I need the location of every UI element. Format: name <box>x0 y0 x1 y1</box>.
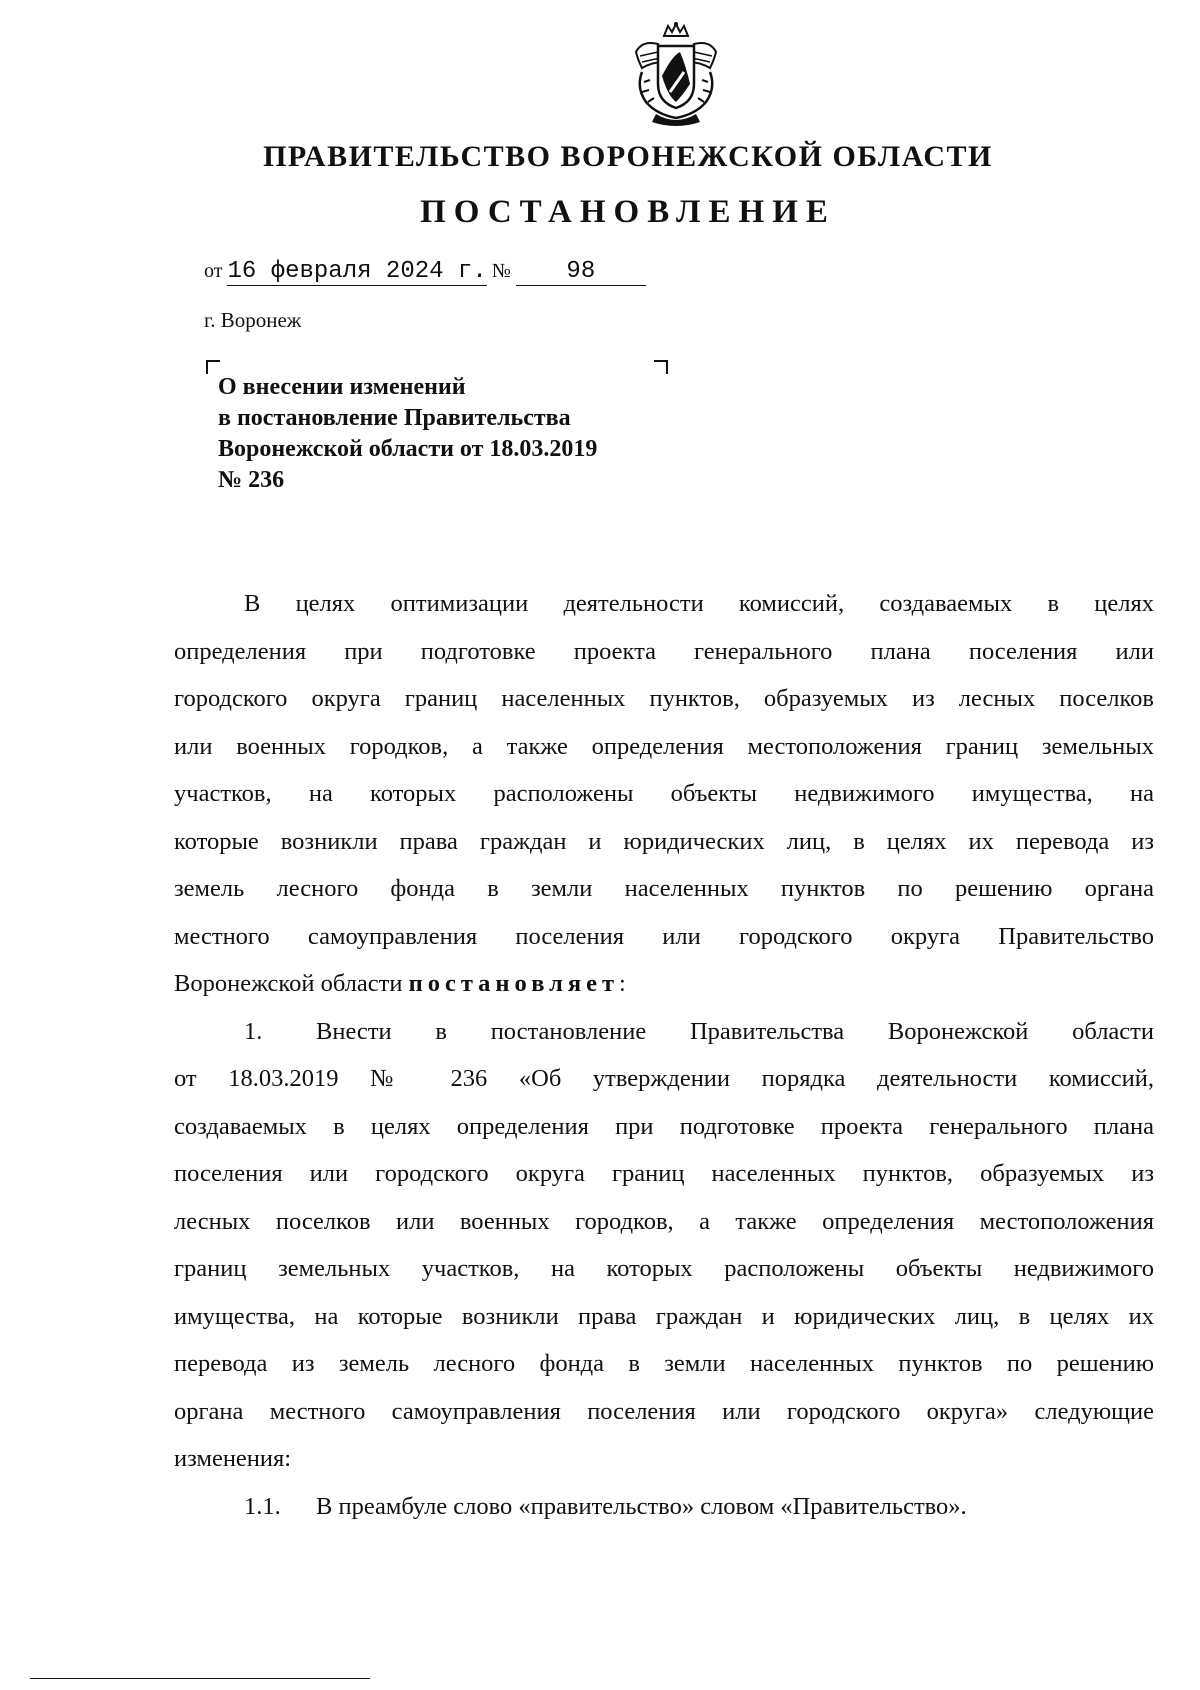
preamble-final-line <box>174 960 1154 1008</box>
preamble-line: или военных городков, а также определения местоположения границ земельных <box>174 732 1154 760</box>
item-1-number: 1. <box>244 1017 263 1045</box>
preamble-line: которые возникли права граждан и юридических лиц, в целях их перевода из <box>174 827 1154 855</box>
subject-corner-right <box>654 360 668 374</box>
item-1-line: изменения: <box>174 1445 292 1472</box>
coat-of-arms-icon <box>628 22 724 126</box>
number-label: № <box>491 260 511 282</box>
document-type-title: ПОСТАНОВЛЕНИЕ <box>420 194 836 230</box>
item-1-text: Внести в постановление Правительства Воронежской области <box>316 1017 1154 1045</box>
preamble-line: определения при подготовке проекта генерального плана поселения или <box>174 637 1154 665</box>
government-title: ПРАВИТЕЛЬСТВО ВОРОНЕЖСКОЙ ОБЛАСТИ <box>263 140 993 173</box>
preamble-final-text: Воронежской области <box>174 970 409 997</box>
item-1-1-text: В преамбуле слово «правительство» словом «Правительство». <box>316 1492 967 1520</box>
item-1-1-number: 1.1. <box>244 1492 281 1520</box>
subject-line: Воронежской области от 18.03.2019 <box>218 436 598 462</box>
preamble-line: В целях оптимизации деятельности комиссий, создаваемых в целях <box>244 590 1154 617</box>
item-1-line: создаваемых в целях определения при подготовке проекта генерального плана <box>174 1112 1154 1140</box>
item-1-line: имущества, на которые возникли права граждан и юридических лиц, в целях их <box>174 1302 1154 1330</box>
item-1-line: органа местного самоуправления поселения или городского округа» следующие <box>174 1397 1154 1425</box>
subject-line: № 236 <box>218 467 285 493</box>
document-subject <box>218 372 597 496</box>
subject-line: в постановление Правительства <box>218 405 571 431</box>
document-number: 98 <box>516 258 646 286</box>
document-body <box>174 580 1154 1530</box>
subject-line: О внесении изменений <box>218 374 466 400</box>
document-date: 16 февраля 2024 г. <box>227 258 487 285</box>
footer-rule <box>30 1678 370 1679</box>
item-1-line: поселения или городского округа границ населенных пунктов, образуемых из <box>174 1160 1154 1187</box>
date-number-line <box>204 258 646 286</box>
from-prefix: от <box>204 260 223 282</box>
city: г. Воронеж <box>204 308 302 332</box>
item-1-line: границ земельных участков, на которых расположены объекты недвижимого <box>174 1255 1154 1282</box>
item-1-1-line <box>174 1483 1154 1531</box>
preamble-line: городского округа границ населенных пунктов, образуемых из лесных поселков <box>174 685 1154 712</box>
item-1-line: лесных поселков или военных городков, а также определения местоположения <box>174 1207 1154 1235</box>
preamble-line: местного самоуправления поселения или городского округа Правительство <box>174 922 1154 950</box>
item-1-first-line <box>174 1008 1154 1056</box>
resolves-word: постановляет <box>408 970 620 997</box>
item-1-line: от 18.03.2019 № 236 «Об утверждении порядка деятельности комиссий, <box>174 1065 1154 1092</box>
resolves-colon: : <box>619 970 626 997</box>
preamble-line: земель лесного фонда в земли населенных пунктов по решению органа <box>174 875 1154 902</box>
preamble-line: участков, на которых расположены объекты недвижимого имущества, на <box>174 780 1154 807</box>
item-1-line: перевода из земель лесного фонда в земли населенных пунктов по решению <box>174 1350 1154 1377</box>
